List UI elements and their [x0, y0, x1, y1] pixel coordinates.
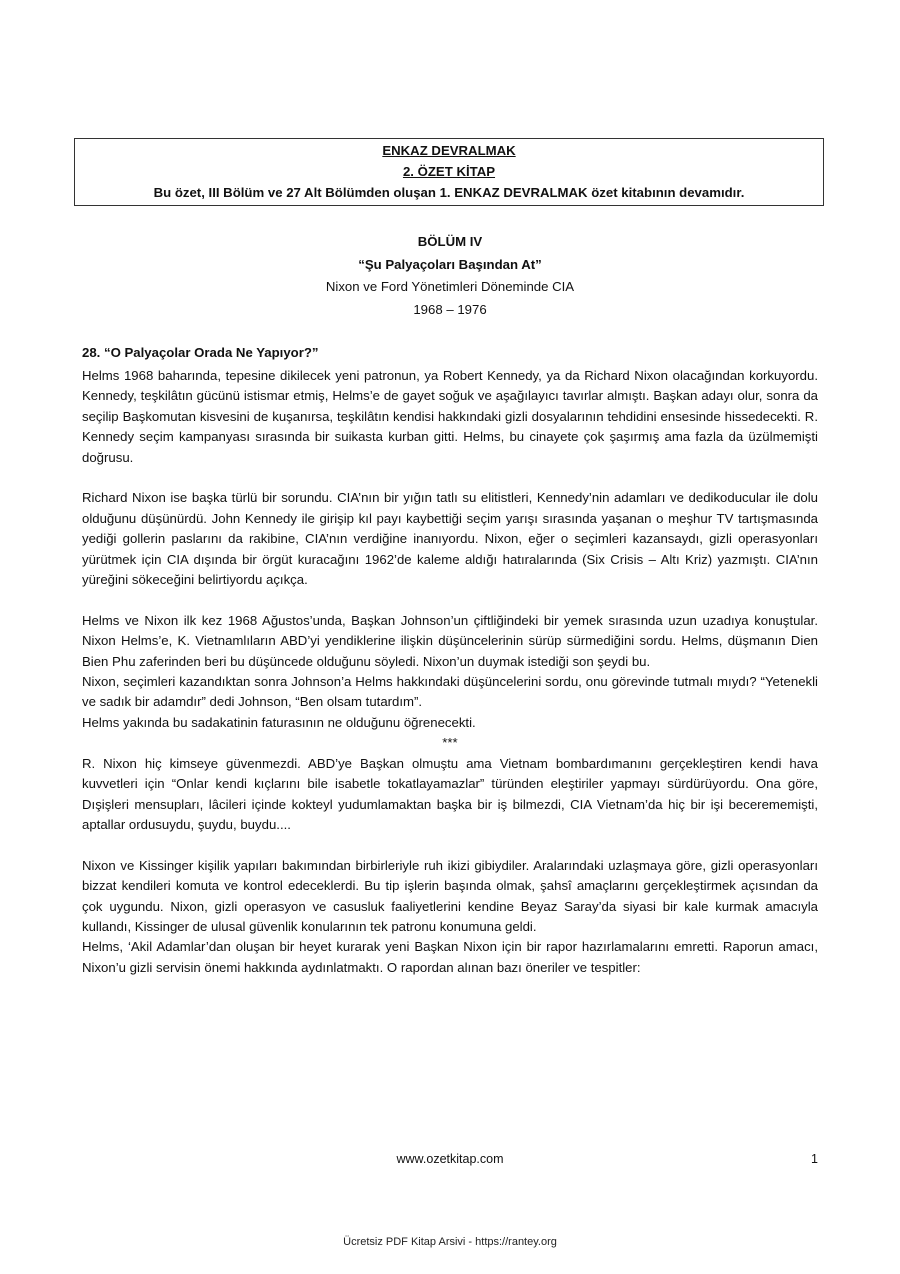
paragraph: Helms, ‘Akil Adamlar’dan oluşan bir heyet kurarak yeni Başkan Nixon için bir rapor hazırlamalarını emretti. Raporun amacı, Nixon’u gizli servisin önemi hakkında aydınlatmaktı. O rapordan alınan bazı öneriler ve tespitler:: [82, 939, 818, 975]
paragraph: Helms yakında bu sadakatinin faturasının ne olduğunu öğrenecekti.: [82, 714, 476, 730]
book-title: ENKAZ DEVRALMAK: [382, 143, 516, 158]
header-note: Bu özet, III Bölüm ve 27 Alt Bölümden oluşan 1. ENKAZ DEVRALMAK özet kitabının devamıdır.: [153, 185, 745, 200]
paragraph: Helms 1968 baharında, tepesine dikilecek yeni patronun, ya Robert Kennedy, ya da Richard Nixon olacağından korkuyordu. Kennedy, teşkilâtın gücünü istismar etmiş, Helms’e de gayet soğuk ve aşağılayıcı tavırlar almıştı. Başkan adayı olur, sonra da seçilip Başkomutan kisvesini de kuşanırsa, teşkilâtın kendisi hakkındaki gizli dosyalarının tehdidini ensesinde hissedecekti. R. Kennedy seçim kampanyası sırasında bir suikasta kurban gitti. Helms, bu cinayete çok şaşırmış ama fazla da üzülmemişti doğrusu.: [82, 368, 818, 465]
paragraph: R. Nixon hiç kimseye güvenmezdi. ABD’ye Başkan olmuştu ama Vietnam bombardımanını gerçekleştiren kendi hava kuvvetleri için “Onlar kendi kıçlarını bile isabetle tokatlayamazlar” türünden eleştiriler yapmayı sürdürüyordu. Ona göre, Dışişleri mensupları, lâcileri içinde kokteyl yudumlamaktan başka bir iş bilmezdi, CIA Vietnam’da hiç bir işi becerememişti, aptallar ordusuydu, şuydu, buydu....: [82, 755, 818, 832]
chapter-years: 1968 – 1976: [413, 301, 487, 317]
header-box: [74, 138, 824, 206]
paragraph: Richard Nixon ise başka türlü bir sorundu. CIA’nın bir yığın tatlı su elitistleri, Kennedy’nin adamları ve dedikoducular ile dolu olduğunu düşünürdü. John Kennedy ile girişip kıl payı kaybettiği seçim yarışı sırasında yaşanan o meşhur TV tartışmasında yediği gollerin paslarını da rakibine, CIA’nın verdiğine inanıyordu. Nixon, eğer o seçimleri kazansaydı, gizli operasyonları yürütmek için CIA dışında bir örgüt kuracağını 1962’de kaleme aldığı hatıralarında (Six Crisis – Altı Kriz) yazmıştı. CIA’nın yüreğini sökeceğini belirtiyordu açıkça.: [82, 490, 818, 588]
section-separator: ***: [442, 735, 458, 751]
paragraph: Nixon, seçimleri kazandıktan sonra Johnson’a Helms hakkındaki düşüncelerini sordu, onu görevinde tutmalı mıydı? “Yetenekli ve sadık bir adamdır” dedi Johnson, “Ben olsam tutardım”.: [82, 674, 818, 710]
body-text: [82, 366, 818, 978]
chapter-heading: [74, 231, 826, 321]
chapter-label: BÖLÜM IV: [417, 234, 483, 249]
watermark-text: Ücretsiz PDF Kitap Arsivi - https://rantey.org: [343, 1236, 557, 1248]
book-subtitle: 2. ÖZET KİTAP: [402, 164, 496, 179]
section-heading: 28. “O Palyaçolar Orada Ne Yapıyor?”: [82, 345, 319, 360]
footer-url: www.ozetkitap.com: [396, 1152, 504, 1166]
chapter-quote: “Şu Palyaçoları Başından At”: [358, 256, 542, 272]
chapter-subtitle: Nixon ve Ford Yönetimleri Döneminde CIA: [325, 279, 575, 295]
paragraph: Helms ve Nixon ilk kez 1968 Ağustos’unda, Başkan Johnson’un çiftliğindeki bir yemek sırasında uzun uzadıya konuştular. Nixon Helms’e, K. Vietnamlıların ABD’yi yendiklerine ilişkin düşüncelerinin sürüp sürmediğini sordu. Helms, düşmanın Dien Bien Phu zaferinden beri bu düşüncede olduğunu söyledi. Nixon’un duymak istediği son şeydi bu.: [82, 612, 818, 669]
paragraph: Nixon ve Kissinger kişilik yapıları bakımından birbirleriyle ruh ikizi gibiydiler. Aralarındaki uzlaşmaya göre, gizli operasyonları bizzat kendileri komuta ve kontrol edeceklerdi. Bu tip işlerin başında olmak, şahsî amaçlarını gerçekleştirmek açısından da çok uygundu. Nixon, gizli operasyon ve casusluk faaliyetlerini kendine Beyaz Saray’da siyasi bir kale kurmak amacıyla kullandı, Kissinger de ulusal güvenlik konularının tek patronu konumuna geldi.: [82, 857, 818, 934]
page-number: 1: [811, 1152, 818, 1166]
